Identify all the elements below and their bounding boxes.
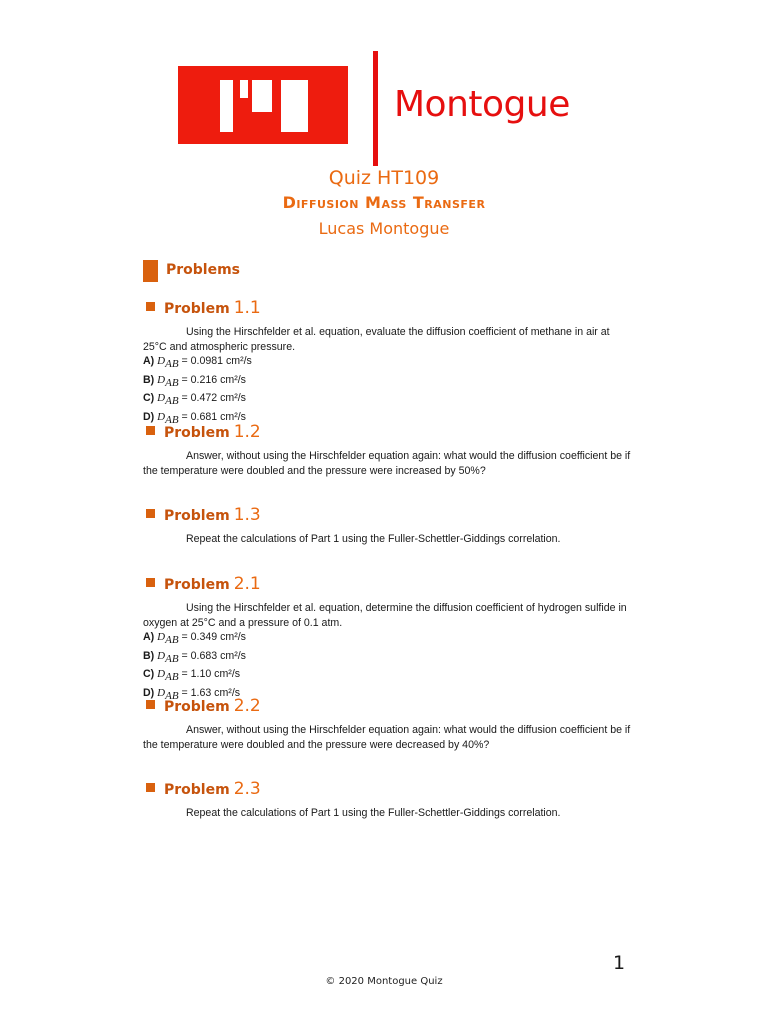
bullet-square-icon (146, 700, 155, 709)
answer-option: C) $D_{AB} = 1.10$ cm²/s (143, 668, 241, 684)
problem-1-1 (143, 294, 633, 428)
answer-option: D) $D_{AB} = 0.681$ cm²/s (143, 410, 246, 426)
quiz-title: Quiz HT109 (328, 167, 440, 189)
problem-label: Problem 1.1 (164, 298, 261, 318)
answer-option: A) $D_{AB} = 0.0981$ cm²/s (143, 355, 252, 371)
problem-2-3 (143, 775, 633, 821)
logo-divider (373, 51, 378, 166)
footer-copyright: © 2020 Montogue Quiz (325, 976, 443, 987)
problem-1-2 (143, 418, 633, 478)
problem-text: Answer, without using the Hirschfelder equation again: what would the diffusion coefficient be if the temperature were doubled and the pressure were decreased by 40%? (143, 724, 631, 751)
brand-name: Montogue (394, 84, 570, 125)
problem-2-1 (143, 570, 633, 704)
problem-label: Problem 2.2 (164, 696, 261, 716)
section-title: Problems (166, 262, 241, 278)
problem-text: Answer, without using the Hirschfelder equation again: what would the diffusion coefficient be if the temperature were doubled and the pressure were increased by 50%? (143, 450, 631, 477)
section-marker (143, 260, 158, 282)
quiz-subtitle: Diffusion Mass Transfer (282, 193, 486, 212)
answer-option: C) $D_{AB} = 0.472$ cm²/s (143, 392, 246, 408)
bullet-square-icon (146, 783, 155, 792)
problem-label: Problem 1.2 (164, 422, 261, 442)
answer-option: A) $D_{AB} = 0.349$ cm²/s (143, 631, 246, 647)
problem-2-2 (143, 692, 633, 752)
quiz-author: Lucas Montogue (318, 219, 450, 238)
problem-1-3 (143, 501, 633, 547)
bullet-square-icon (146, 509, 155, 518)
bullet-square-icon (146, 426, 155, 435)
page-number: 1 (613, 952, 626, 974)
problem-text: Using the Hirschfelder et al. equation, evaluate the diffusion coefficient of methane in air at 25°C and atmospheric pressure. (143, 326, 610, 353)
bullet-square-icon (146, 578, 155, 587)
answer-option: B) $D_{AB} = 0.683$ cm²/s (143, 649, 246, 665)
problem-text: Repeat the calculations of Part 1 using the Fuller-Schettler-Giddings correlation. (186, 533, 561, 545)
problem-label: Problem 2.1 (164, 574, 261, 594)
problem-text: Repeat the calculations of Part 1 using the Fuller-Schettler-Giddings correlation. (186, 807, 561, 819)
answer-option: B) $D_{AB} = 0.216$ cm²/s (143, 373, 246, 389)
answer-option: D) $D_{AB} = 1.63$ cm²/s (143, 686, 241, 702)
problem-label: Problem 1.3 (164, 505, 261, 525)
montogue-logo-mark (178, 66, 348, 144)
problem-label: Problem 2.3 (164, 779, 261, 799)
bullet-square-icon (146, 302, 155, 311)
problem-text: Using the Hirschfelder et al. equation, determine the diffusion coefficient of hydrogen sulfide in oxygen at 25°C and a pressure of 0.1 atm. (143, 602, 627, 629)
